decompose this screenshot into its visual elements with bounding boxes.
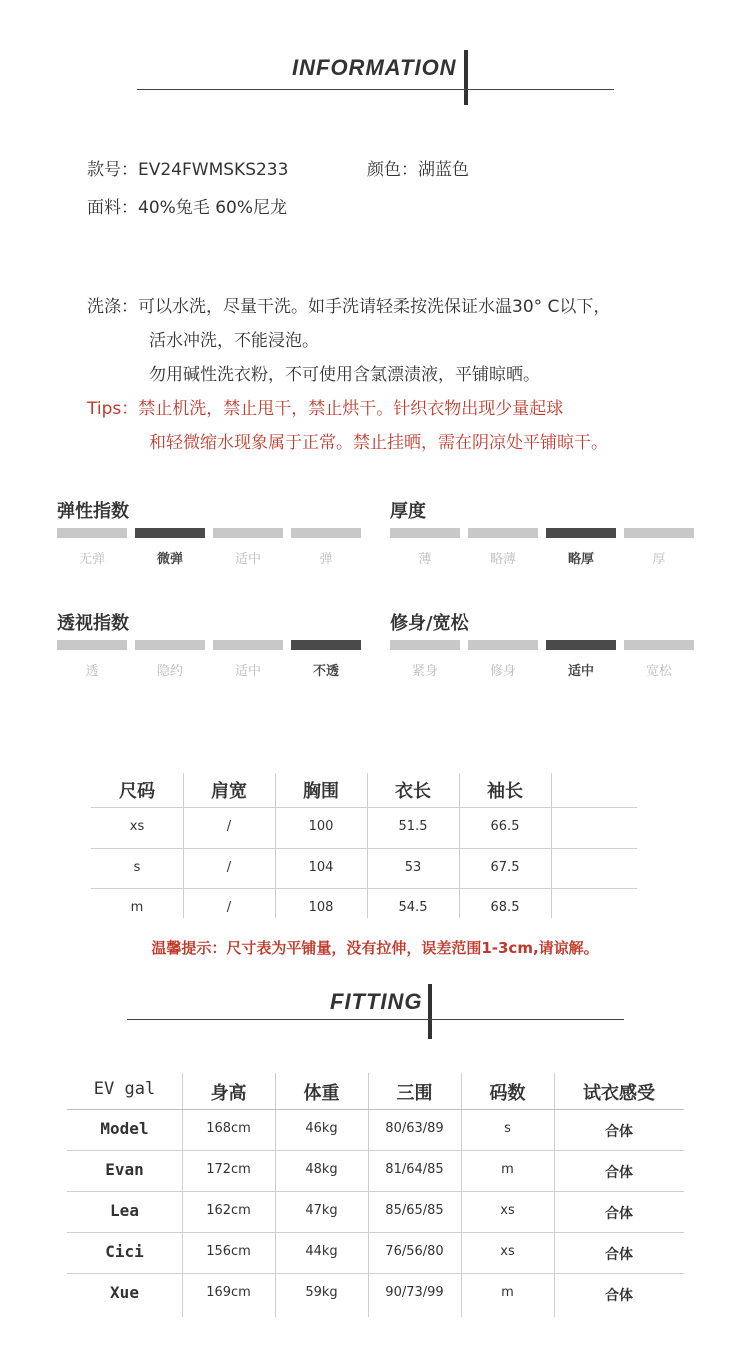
fitting-table-row-divider: [67, 1150, 684, 1151]
size-table-cell: 54.5: [398, 900, 428, 915]
fitting-table-row-divider: [67, 1191, 684, 1192]
fitting-model-name: Cici: [105, 1242, 144, 1261]
size-table-header: 肩宽: [211, 781, 247, 802]
wash-text-3: 勿用碱性洗衣粉，不可使用含氯漂渍液，平铺晾晒。: [149, 365, 540, 385]
fitting-table-cell: 44kg: [305, 1244, 338, 1259]
fitting-table-cell: 合体: [605, 1124, 633, 1140]
color-info: [367, 155, 469, 180]
wash-text-1: 可以水洗，尽量干洗。如手洗请轻柔按洗保证水温30° C以下，: [138, 297, 611, 317]
attribute-option-label: 透: [85, 664, 99, 679]
fabric-label: 面料：: [87, 198, 138, 218]
size-table-header: 衣长: [395, 781, 431, 802]
wash-text-2: 活水冲洗，不能浸泡。: [149, 331, 319, 351]
fitting-table-cell: 46kg: [305, 1121, 338, 1136]
fitting-table-cell: 90/73/99: [385, 1285, 444, 1300]
attribute-bar-segment: [624, 640, 694, 650]
fitting-table-cell: s: [504, 1121, 511, 1136]
attribute-bar-segment: [291, 528, 361, 538]
attribute-option-label: 修身: [489, 664, 516, 679]
attribute-option-label: 隐约: [156, 664, 183, 679]
size-note: 温馨提示：尺寸表为平铺量，没有拉伸，误差范围1-3cm,请谅解。: [151, 939, 599, 957]
fitting-model-name: Lea: [110, 1201, 139, 1220]
attribute-bar-segment: [468, 528, 538, 538]
attribute-bar-segment: [624, 528, 694, 538]
fitting-table-cell: 合体: [605, 1247, 633, 1263]
style-number-label: 款号：: [87, 160, 138, 180]
fitting-table-cell: 162cm: [206, 1203, 251, 1218]
fitting-table-cell: m: [501, 1285, 514, 1300]
fitting-table-cell: 172cm: [206, 1162, 251, 1177]
size-table-cell: 67.5: [490, 860, 520, 875]
size-table-cell: /: [226, 860, 232, 875]
attribute-option-label: 弹: [319, 552, 333, 567]
attribute-option-label: 厚: [652, 552, 666, 567]
fitting-table-header: 身高: [210, 1083, 247, 1104]
fitting-table-cell: 48kg: [305, 1162, 338, 1177]
attribute-bar-segment: [468, 640, 538, 650]
fitting-table-header: 码数: [489, 1083, 526, 1104]
fitting-table-row-divider: [67, 1232, 684, 1233]
attribute-option-label: 无弹: [78, 552, 105, 567]
attribute-option-label: 微弹: [156, 552, 183, 567]
size-table-cell: 53: [404, 860, 422, 875]
fitting-table-row-divider: [67, 1109, 684, 1110]
tips-line-1: [87, 394, 563, 419]
attribute-bar-segment: [57, 640, 127, 650]
tips-text-1: 禁止机洗，禁止甩干，禁止烘干。针织衣物出现少量起球: [138, 399, 564, 419]
fitting-table-cell: m: [501, 1162, 514, 1177]
attribute-title: 修身/宽松: [390, 613, 469, 634]
fitting-divider: [127, 1019, 624, 1020]
tips-text-2: 和轻微缩水现象属于正常。禁止挂晒，需在阴凉处平铺晾干。: [149, 433, 608, 453]
fitting-table-cell: 合体: [605, 1288, 633, 1304]
fitting-table-cell: 合体: [605, 1206, 633, 1222]
attribute-bar-segment: [546, 640, 616, 650]
attribute-option-label: 薄: [418, 552, 432, 567]
fitting-table-cell: 合体: [605, 1165, 633, 1181]
fitting-table-cell: xs: [500, 1203, 515, 1218]
attribute-bar-segment: [291, 640, 361, 650]
attribute-bar-segment: [546, 528, 616, 538]
color-label: 颜色：: [367, 160, 418, 180]
size-table-cell: 51.5: [398, 819, 428, 834]
fitting-table-cell: 169cm: [206, 1285, 251, 1300]
attribute-bar-segment: [213, 528, 283, 538]
attribute-option-label: 适中: [234, 664, 261, 679]
fitting-model-name: Evan: [105, 1160, 144, 1179]
attribute-bar-segment: [135, 640, 205, 650]
fitting-table-cell: 76/56/80: [385, 1244, 444, 1259]
attribute-bar-segment: [57, 528, 127, 538]
attribute-bar-segment: [390, 640, 460, 650]
fitting-table-cell: 168cm: [206, 1121, 251, 1136]
fitting-table-cell: 80/63/89: [385, 1121, 444, 1136]
fabric-value: 40%兔毛 60%尼龙: [138, 198, 287, 218]
fitting-table-row-divider: [67, 1273, 684, 1274]
size-table-cell: 68.5: [490, 900, 520, 915]
style-number: [87, 155, 288, 180]
fitting-model-name: Xue: [110, 1283, 139, 1302]
size-table-header: 尺码: [119, 781, 155, 802]
fitting-table-cell: 85/65/85: [385, 1203, 444, 1218]
attribute-option-label: 宽松: [645, 664, 672, 679]
fitting-table-header: 体重: [303, 1083, 340, 1104]
color-value: 湖蓝色: [418, 160, 469, 180]
size-table-row-divider: [91, 888, 637, 889]
size-table-column-divider: [551, 773, 552, 918]
fitting-table-header: 试衣感受: [583, 1083, 655, 1104]
attribute-bar-segment: [213, 640, 283, 650]
size-table-cell: /: [226, 900, 232, 915]
size-table-row-divider: [91, 807, 637, 808]
size-table-cell: 66.5: [490, 819, 520, 834]
fitting-table-cell: 47kg: [305, 1203, 338, 1218]
attribute-option-label: 不透: [312, 664, 339, 679]
information-title: INFORMATION: [292, 55, 457, 80]
fitting-table-header: EV gal: [93, 1079, 156, 1099]
fabric-info: [87, 193, 287, 218]
fitting-table-cell: xs: [500, 1244, 515, 1259]
attribute-bar-segment: [390, 528, 460, 538]
attribute-option-label: 紧身: [411, 664, 438, 679]
attribute-option-label: 略厚: [567, 552, 594, 567]
attribute-title: 弹性指数: [57, 501, 129, 522]
attribute-bar-segment: [135, 528, 205, 538]
size-table-cell: s: [133, 860, 141, 875]
attribute-option-label: 适中: [567, 664, 594, 679]
size-table-cell: xs: [129, 819, 145, 834]
size-table-cell: m: [130, 900, 144, 915]
attribute-option-label: 略薄: [489, 552, 516, 567]
attribute-title: 厚度: [390, 501, 426, 522]
information-title-bar: [464, 50, 468, 105]
tips-label: Tips：: [87, 399, 139, 419]
size-table-cell: 108: [308, 900, 334, 915]
fitting-table-cell: 59kg: [305, 1285, 338, 1300]
size-table-cell: 100: [308, 819, 334, 834]
size-table-cell: 104: [308, 860, 334, 875]
size-table-cell: /: [226, 819, 232, 834]
fitting-table-header: 三围: [396, 1083, 433, 1104]
fitting-table-cell: 156cm: [206, 1244, 251, 1259]
attribute-option-label: 适中: [234, 552, 261, 567]
fitting-table-cell: 81/64/85: [385, 1162, 444, 1177]
fitting-title-bar: [428, 984, 432, 1039]
size-table-header: 袖长: [487, 781, 523, 802]
attribute-title: 透视指数: [57, 613, 129, 634]
information-divider: [137, 89, 614, 90]
style-number-value: EV24FWMSKS233: [138, 160, 289, 180]
wash-label: 洗涤：: [87, 297, 138, 317]
fitting-model-name: Model: [100, 1119, 149, 1138]
size-table-row-divider: [91, 848, 637, 849]
size-table-header: 胸围: [303, 781, 339, 802]
fitting-title: FITTING: [330, 989, 423, 1014]
wash-instructions-line-1: [87, 292, 610, 317]
